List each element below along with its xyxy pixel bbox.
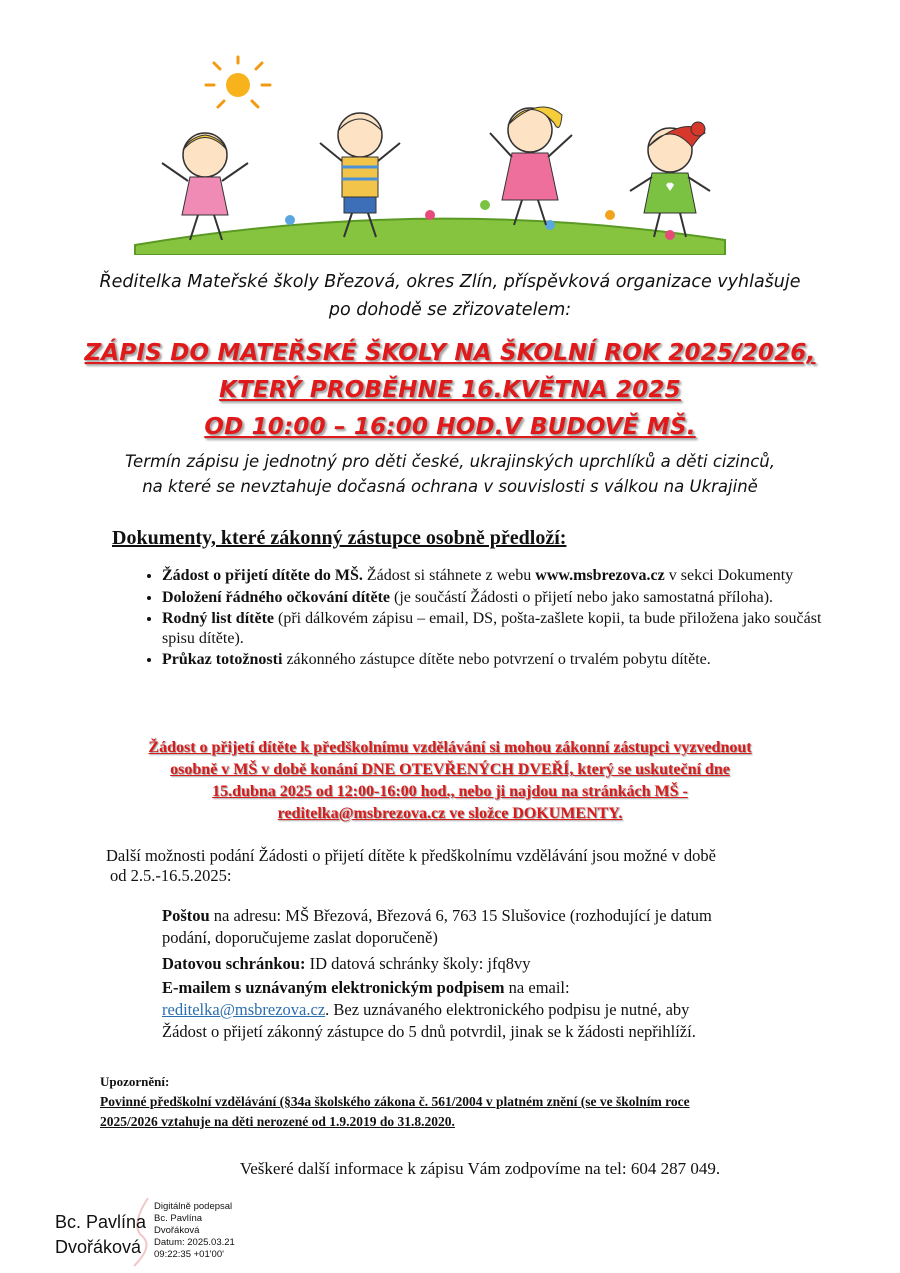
child-boy-striped [320,113,400,237]
list-item: • Průkaz totožnosti zákonného zástupce dítěte nebo potvrzení o trvalém pobytu dítěte. [162,650,852,670]
warning-line-1: Povinné předškolní vzdělávání (§34a školského zákona č. 561/2004 v platném znění (se ve školním roce [100,1094,690,1109]
other-options-line-1: Další možnosti podání Žádosti o přijetí dítěte k předškolnímu vzdělávání jsou možné v době [106,846,716,865]
sun-icon [206,57,270,107]
notice-line-1: Žádost o přijetí dítěte k předškolnímu vzdělávání si mohou zákonní zástupci vyzvednout [148,739,752,756]
notice-line-2: osobně v MŠ v době konání DNE OTEVŘENÝCH DVEŘÍ, který se uskuteční dne [170,761,730,778]
warning-heading: Upozornění: [100,1074,170,1089]
term-line-1: Termín zápisu je jednotný pro děti české, ukrajinských uprchlíků a děti cizinců, [125,452,775,471]
child-girl-redhead [630,122,710,237]
intro-line-2: po dohodě se zřizovatelem: [328,300,572,320]
documents-list [112,566,852,672]
children-illustration [130,55,730,255]
term-line-2: na které se nevztahuje dočasná ochrana v souvislosti s válkou na Ukrajině [142,477,758,496]
signer-name: Bc. Pavlína Dvořáková [55,1212,147,1257]
title-line-3: OD 10:00 – 16:00 HOD.V BUDOVĚ MŠ. [204,414,696,440]
list-item: • Žádost o přijetí dítěte do MŠ. Žádost si stáhnete z webu www.msbrezova.cz v sekci Dokumenty [162,566,852,586]
intro-line-1: Ředitelka Mateřské školy Březová, okres Zlín, příspěvková organizace vyhlašuje [99,272,801,292]
child-girl-pink [162,133,248,240]
data-box-option: Datovou schránkou: ID datová schránky školy: jfq8vy [162,954,531,973]
signature-meta: Digitálně podepsal Bc. Pavlína Dvořáková Datum: 2025.03.21 09:22:35 +01'00' [154,1201,235,1260]
list-item: • Doložení řádného očkování dítěte (je součástí Žádosti o přijetí nebo jako samostatná příloha). [162,588,852,608]
notice-line-4: reditelka@msbrezova.cz ve složce DOKUMENTY. [277,805,623,822]
other-options-line-2: od 2.5.-16.5.2025: [110,866,232,885]
warning-line-2: 2025/2026 vztahuje na děti nerozené od 1.9.2019 do 31.8.2020. [100,1114,455,1129]
post-option: Poštou na adresu: MŠ Březová, Březová 6, 763 15 Slušovice (rozhodující je datum podání, doporučujeme zaslat doporučeně) [162,906,712,947]
documents-heading: Dokumenty, které zákonný zástupce osobně předloží: [112,527,567,549]
email-option: E-mailem s uznávaným elektronickým podpisem na email: reditelka@msbrezova.cz. Bez uznávaného elektronického podpisu je nutné, aby Žádost o přijetí zákonný zástupce do 5 dnů potvrdil, jinak se k žádosti nepřihlíží. [162,978,696,1041]
list-item: • Rodný list dítěte (při dálkovém zápisu – email, DS, pošta-zašlete kopii, ta bude přiložena jako součást spisu dítěte). [162,609,852,648]
grass-hill [135,219,725,255]
notice-line-3: 15.dubna 2025 od 12:00-16:00 hod., nebo ji najdou na stránkách MŠ - [212,783,688,800]
title-line-1: ZÁPIS DO MATEŘSKÉ ŠKOLY NA ŠKOLNÍ ROK 2025/2026, [84,340,816,366]
email-link[interactable]: reditelka@msbrezova.cz [162,1000,326,1019]
contact-info: Veškeré další informace k zápisu Vám zodpovíme na tel: 604 287 049. [239,1159,721,1178]
child-girl-blonde [490,107,572,225]
title-line-2: KTERÝ PROBĚHNE 16.KVĚTNA 2025 [219,377,681,403]
